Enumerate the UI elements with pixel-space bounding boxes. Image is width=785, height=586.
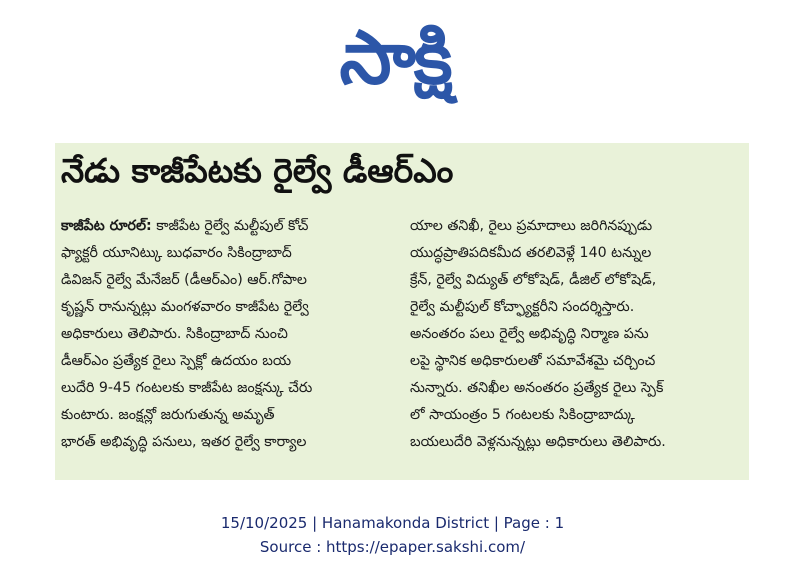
- article-right-column: [410, 213, 742, 456]
- body-line: అనంతరం పలు రైల్వే అభివృద్ధి నిర్మాణ పను: [410, 326, 649, 342]
- body-line: డివిజన్ రైల్వే మేనేజర్ (డీఆర్ఎం) ఆర్.గోపాల: [61, 272, 307, 288]
- body-line: రైల్వే మల్టీపుల్ కోచ్ఫ్యాక్టరీని సందర్శిస్తారు.: [410, 299, 635, 315]
- body-line: లపై స్థానిక అధికారులతో సమావేశమై చర్చించ: [410, 353, 656, 369]
- body-line: లుదేరి 9-45 గంటలకు కాజీపేట జంక్షన్కు చేరు: [61, 380, 313, 396]
- body-line: డీఆర్ఎం ప్రత్యేక రైలు స్పెక్లో ఉదయం బయ: [61, 353, 292, 369]
- source-link[interactable]: Source : https://epaper.sakshi.com/: [259, 538, 526, 556]
- body-line: యాల తనిఖీ, రైలు ప్రమాదాలు జరిగినప్పుడు: [410, 218, 653, 234]
- article-left-column: [61, 213, 391, 456]
- body-line: క్రేన్, రైల్వే విద్యుత్ లోకోషెడ్, డీజిల్ లోకోషెడ్,: [410, 272, 657, 288]
- body-line: కుంటారు. జంక్షన్లో జరుగుతున్న అమృత్: [61, 407, 275, 423]
- body-line: బయలుదేరి వెళ్లనున్నట్లు అధికారులు తెలిపారు.: [410, 434, 666, 450]
- article-headline: [55, 143, 749, 205]
- body-line: కృష్ణన్ రానున్నట్లు మంగళవారం కాజీపేట రైల్వే: [61, 299, 309, 315]
- body-line: అధికారులు తెలిపారు. సికింద్రాబాద్ నుంచి: [61, 326, 288, 342]
- publication-info: 15/10/2025 | Hanamakonda District | Page : 1: [220, 514, 565, 532]
- headline-text: నేడు కాజీపేటకు రైల్వే డీఆర్ఎం: [61, 150, 454, 190]
- body-line: భారత్ అభివృద్ధి పనులు, ఇతర రైల్వే కార్యాల: [61, 434, 307, 450]
- body-line: లో సాయంత్రం 5 గంటలకు సికింద్రాబాద్కు: [410, 407, 635, 423]
- body-line: నున్నారు. తనిఖీల అనంతరం ప్రత్యేక రైలు స్పెక్: [410, 380, 664, 396]
- news-clipping: [55, 143, 749, 480]
- dateline: కాజీపేట రూరల్:: [61, 218, 152, 234]
- body-line: [61, 213, 391, 240]
- body-line: ఫ్యాక్టరీ యూనిట్కు బుధవారం సికింద్రాబాద్: [61, 245, 292, 261]
- body-text: కాజీపేట రైల్వే మల్టీపుల్ కోచ్: [151, 218, 309, 234]
- sakshi-logo: [290, 8, 500, 108]
- body-line: యుద్ధప్రాతిపదికమీద తరలివెళ్లే 140 టన్నుల: [410, 245, 652, 261]
- logo-text: సాక్షి: [339, 15, 451, 101]
